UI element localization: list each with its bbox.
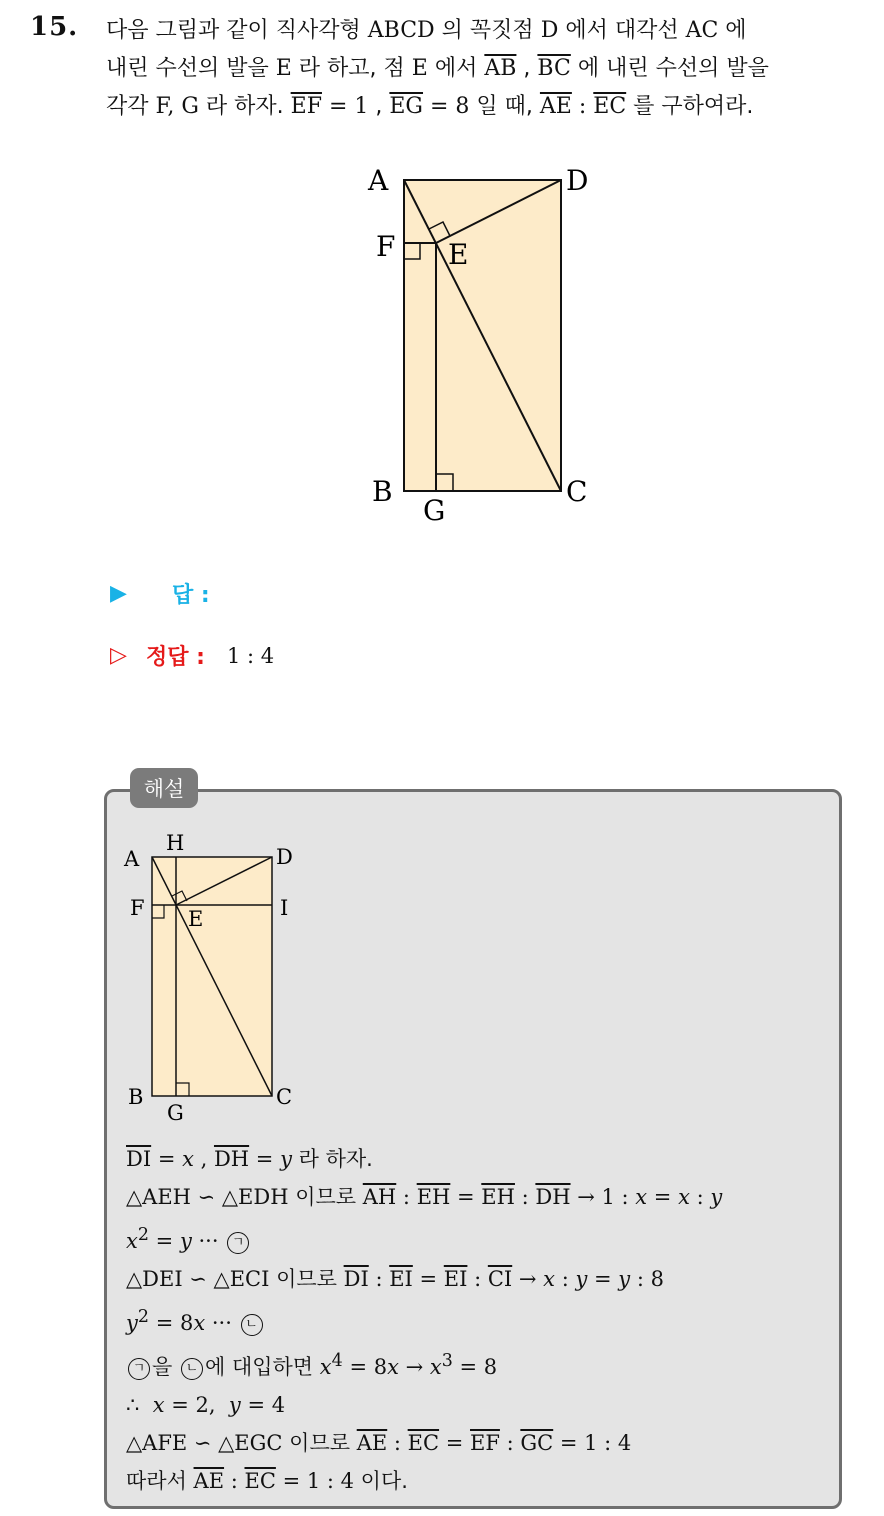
- question-text: [106, 12, 866, 126]
- label-d-solution: D: [276, 845, 293, 869]
- label-c-solution: C: [276, 1085, 293, 1109]
- play-filled-icon: ▶: [110, 581, 127, 606]
- solution-line-4: △DEI ∽ △ECI 이므로 $\overline{DI}$ : $\overline{EI} = \overline{EI}$ : $\overline{CI} \to x$ : y = y : 8: [126, 1267, 664, 1291]
- circled-2-icon: ㄴ: [181, 1358, 203, 1380]
- label-b-solution: B: [128, 1085, 144, 1109]
- answer-prompt-label: 답 :: [172, 583, 210, 608]
- circled-1-icon: ㄱ: [227, 1232, 249, 1254]
- question-line-2: 내린 수선의 발을 E 라 하고, 점 E 에서 $\overline{AB}$ , $\overline{BC}$ 에 내린 수선의 발을: [106, 56, 769, 81]
- question-number: 15.: [30, 12, 79, 42]
- label-e-solution: E: [188, 907, 204, 931]
- answer-prompt-row: [110, 578, 210, 609]
- solution-line-6: ㄱ 을 ㄴ 에 대입하면 $x^4 = 8x \to x^3 = 8$: [126, 1342, 826, 1386]
- solution-figure: [120, 828, 310, 1128]
- circled-1-icon: ㄱ: [128, 1358, 150, 1380]
- label-a-solution: A: [124, 847, 140, 871]
- solution-tag: 해설: [130, 768, 198, 808]
- circled-2-icon: ㄴ: [241, 1314, 263, 1336]
- solution-line-2: △AEH ∽ △EDH 이므로 $\overline{AH}$ : $\overline{EH} = \overline{EH}$ : $\overline{DH} \to 1$ : x = x : y: [126, 1185, 723, 1209]
- solution-line-8: △AFE ∽ △EGC 이므로 $\overline{AE}$ : $\overline{EC} = \overline{EF}$ : $\overline{GC} = 1$ : 4: [126, 1431, 632, 1455]
- label-b: B: [372, 475, 393, 508]
- correct-answer-label: 정답 :: [146, 645, 205, 670]
- correct-answer-row: [110, 640, 274, 671]
- solution-line-1: $\overline{DI} = x$ , $\overline{DH} = y$ 라 하자.: [126, 1147, 373, 1171]
- question-line-3: 각각 F, G 라 하자. $\overline{EF} = 1$ , $\overline{EG} = 8$ 일 때, $\overline{AE}$ : $\overline{EC}$ 를 구하여라.: [106, 94, 754, 119]
- solution-text: [126, 1140, 826, 1500]
- label-c: C: [566, 475, 588, 508]
- solution-line-5: $y^2 = 8x$ ··· ㄴ: [126, 1298, 826, 1342]
- label-a: A: [368, 164, 389, 197]
- label-f: F: [376, 230, 396, 263]
- label-d: D: [566, 164, 589, 197]
- label-f-solution: F: [130, 896, 145, 920]
- label-i-solution: I: [280, 896, 289, 920]
- play-outline-icon: ▷: [110, 643, 127, 668]
- label-g: G: [423, 494, 446, 527]
- question-line-1: 다음 그림과 같이 직사각형 ABCD 의 꼭짓점 D 에서 대각선 AC 에: [106, 18, 747, 43]
- correct-answer-value: 1 : 4: [226, 643, 275, 668]
- label-e: E: [448, 238, 469, 271]
- solution-line-7: ∴ x = 2, y = 4: [126, 1393, 286, 1417]
- solution-line-3: $x^2 = y$ ··· ㄱ: [126, 1216, 826, 1260]
- label-h-solution: H: [166, 831, 185, 855]
- problem-figure: [360, 160, 620, 530]
- label-g-solution: G: [167, 1101, 184, 1125]
- solution-line-9: 따라서 $\overline{AE}$ : $\overline{EC} = 1$ : 4 이다.: [126, 1469, 408, 1493]
